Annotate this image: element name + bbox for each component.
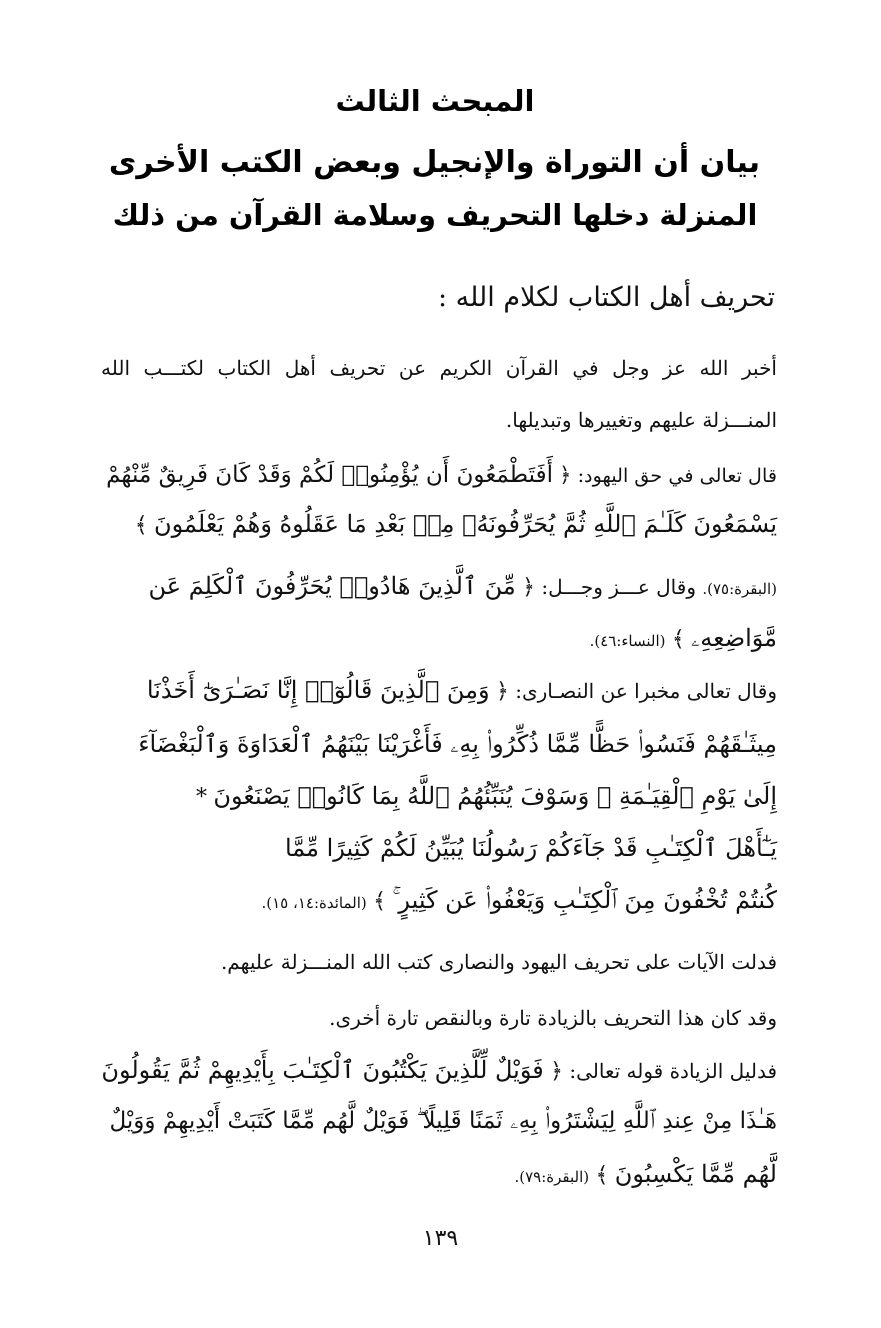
paragraph-4: فدلت الآيات على تحريف اليهود والنصارى كتب الله المنـــزلة عليهم.	[220, 950, 777, 974]
verse-reference: (البقرة:٧٩).	[514, 1168, 590, 1186]
verse-separator-star: *	[196, 785, 208, 810]
paragraph-2-line-3	[101, 572, 777, 601]
quran-verse: كُنتُمْ تُخْفُونَ مِنَ ٱلْكِتَـٰبِ وَيَعْفُوا۟ عَن كَثِيرٍ ۚ	[392, 886, 777, 914]
paragraph-6-line-2	[101, 1108, 777, 1136]
quran-verse: مِّنَ ٱلَّذِينَ هَادُوا۟ يُحَرِّفُونَ ٱلْكَلِمَ عَن	[148, 572, 516, 600]
paragraph-3-line-1	[101, 676, 777, 705]
section-subtitle-line-2: المنزلة دخلها التحريف وسلامة القرآن من ذلك	[112, 198, 758, 232]
verse-reference: (المائدة:١٤، ١٥).	[261, 894, 367, 912]
intro-text: وقال تعالى مخبرا عن النصـارى:	[515, 679, 777, 703]
paragraph-1-line-2: المنـــزلة عليهم وتغييرها وتبديلها.	[505, 408, 777, 432]
ornate-bracket-close: ﴾	[373, 889, 386, 914]
quran-verse: يَـٰٓأَهْلَ ٱلْكِتَـٰبِ قَدْ جَآءَكُمْ رَسُولُنَا يُبَيِّنُ لَكُمْ كَثِيرًا مِّمَّا	[284, 834, 777, 862]
ornate-bracket-open: ﴿	[559, 462, 572, 487]
paragraph-2-line-4	[101, 624, 777, 653]
paragraph-6-line-3	[101, 1160, 777, 1189]
intro-text: وقال عـــز وجـــل:	[541, 575, 696, 599]
subheading: تحريف أهل الكتاب لكلام الله :	[437, 282, 775, 313]
verse-reference: (البقرة:٧٥).	[702, 580, 777, 598]
paragraph-1-line-1: أخبر الله عز وجل في القرآن الكريم عن تحريف أهل الكتاب لكتـــب الله	[101, 356, 777, 380]
intro-text: قال تعالى في حق اليهود:	[577, 464, 777, 487]
paragraph-3-line-3	[101, 782, 777, 811]
ornate-bracket-open: ﴿	[550, 1059, 563, 1084]
quran-verse: يَسْمَعُونَ كَلَـٰمَ ٱللَّهِ ثُمَّ يُحَرِّفُونَهُۥ مِنۢ بَعْدِ مَا عَقَلُوهُ وَهُمْ يَعْلَمُونَ	[153, 510, 777, 538]
paragraph-2-line-1	[101, 462, 777, 490]
verse-reference: (النساء:٤٦).	[589, 632, 666, 650]
quran-verse: وَمِنَ ٱلَّذِينَ قَالُوٓا۟ إِنَّا نَصَـٰرَىٰٓ أَخَذْنَا	[146, 676, 490, 704]
quran-verse: لَّهُم مِّمَّا يَكْسِبُونَ	[614, 1160, 777, 1188]
intro-text: فدليل الزيادة قوله تعالى:	[569, 1059, 777, 1083]
quran-verse: مَّوَاضِعِهِۦ	[691, 624, 777, 652]
quran-verse: أَفَتَطْمَعُونَ أَن يُؤْمِنُوا۟ لَكُمْ وَقَدْ كَانَ فَرِيقٌ مِّنْهُمْ	[106, 462, 553, 488]
quran-verse: مِيثَـٰقَهُمْ فَنَسُوا۟ حَظًّا مِّمَّا ذُكِّرُوا۟ بِهِۦ فَأَغْرَيْنَا بَيْنَهُمُ ٱلْعَدَاوَةَ وَٱلْبَغْضَآءَ	[138, 730, 777, 758]
paragraph-6-line-1	[101, 1056, 777, 1085]
paragraph-2-line-2	[101, 510, 777, 539]
quran-verse: فَوَيْلٌ لِّلَّذِينَ يَكْتُبُونَ ٱلْكِتَـٰبَ بِأَيْدِيهِمْ ثُمَّ يَقُولُونَ	[101, 1056, 544, 1084]
ornate-bracket-close: ﴾	[671, 627, 685, 652]
ornate-bracket-open: ﴿	[522, 575, 536, 600]
paragraph-5: وقد كان هذا التحريف بالزيادة تارة وبالنقص تارة أخرى.	[329, 1006, 777, 1030]
ornate-bracket-open: ﴿	[495, 679, 509, 704]
paragraph-3-line-4	[101, 834, 777, 863]
page-number: ١٣٩	[422, 1226, 459, 1251]
quran-verse: إِلَىٰ يَوْمِ ٱلْقِيَـٰمَةِ ۚ وَسَوْفَ يُنَبِّئُهُمُ ٱللَّهُ بِمَا كَانُوا۟ يَصْنَعُونَ	[213, 782, 777, 810]
ornate-bracket-close: ﴾	[134, 513, 148, 538]
section-title: المبحث الثالث	[335, 84, 535, 118]
section-subtitle-line-1: بيان أن التوراة والإنجيل وبعض الكتب الأخرى	[108, 145, 760, 180]
paragraph-3-line-5	[101, 886, 777, 915]
quran-verse: هَـٰذَا مِنْ عِندِ ٱللَّهِ لِيَشْتَرُوا۟ بِهِۦ ثَمَنًا قَلِيلًا ۖ فَوَيْلٌ لَّهُم مِّمَّا كَتَبَتْ أَيْدِيهِمْ وَوَيْلٌ	[109, 1108, 777, 1134]
ornate-bracket-close: ﴾	[595, 1163, 609, 1188]
paragraph-3-line-2	[101, 730, 777, 759]
